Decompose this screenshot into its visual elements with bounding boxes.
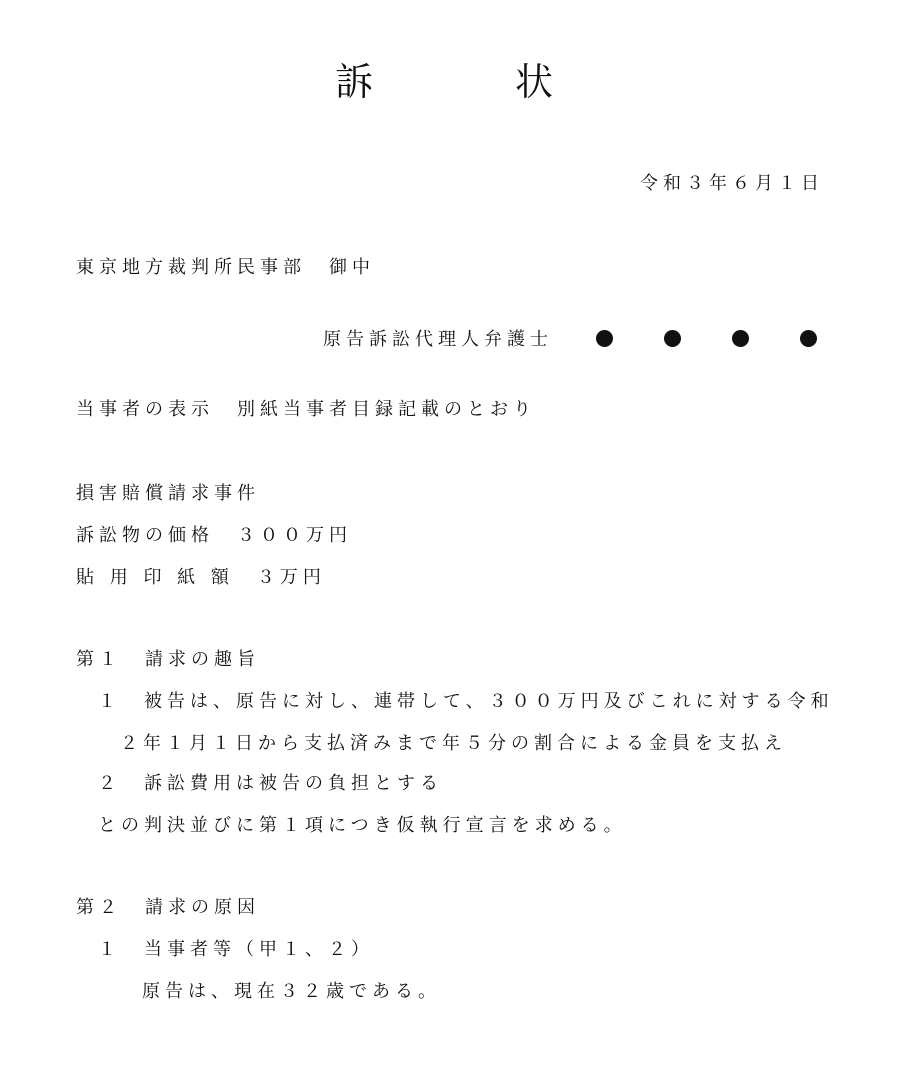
- filing-date: 令和３年６月１日: [640, 173, 824, 194]
- cause-item-1-heading: １ 当事者等（甲１、２）: [98, 939, 374, 960]
- claim-item-2: ２ 訴訟費用は被告の負担とする: [98, 773, 443, 794]
- title-char-1: 訴: [335, 60, 374, 104]
- section-2-heading: 第２ 請求の原因: [76, 897, 260, 918]
- title-char-2: 状: [515, 60, 554, 104]
- redaction-dot: [664, 330, 681, 347]
- claim-item-1: １ 被告は、原告に対し、連帯して、３００万円及びこれに対する令和: [98, 691, 834, 712]
- redacted-attorney-name: [594, 328, 834, 350]
- court-addressee: 東京地方裁判所民事部 御中: [76, 257, 375, 278]
- redaction-dot: [800, 330, 817, 347]
- attorney-label: 原告訴訟代理人弁護士: [323, 329, 553, 350]
- redaction-dot: [596, 330, 613, 347]
- case-name: 損害賠償請求事件: [76, 483, 260, 504]
- document-title: [0, 58, 900, 108]
- section-1-heading: 第１ 請求の趣旨: [76, 649, 260, 670]
- claim-value: 訴訟物の価格 ３００万円: [76, 525, 352, 546]
- cause-item-1-text: 原告は、現在３２歳である。: [142, 981, 441, 1002]
- judgment-request: との判決並びに第１項につき仮執行宣言を求める。: [98, 815, 627, 836]
- claim-item-1-continued: ２年１月１日から支払済みまで年５分の割合による金員を支払え: [120, 733, 787, 754]
- stamp-fee: 貼 用 印 紙 額 ３万円: [76, 567, 326, 588]
- redaction-dot: [732, 330, 749, 347]
- parties-statement: 当事者の表示 別紙当事者目録記載のとおり: [76, 399, 536, 420]
